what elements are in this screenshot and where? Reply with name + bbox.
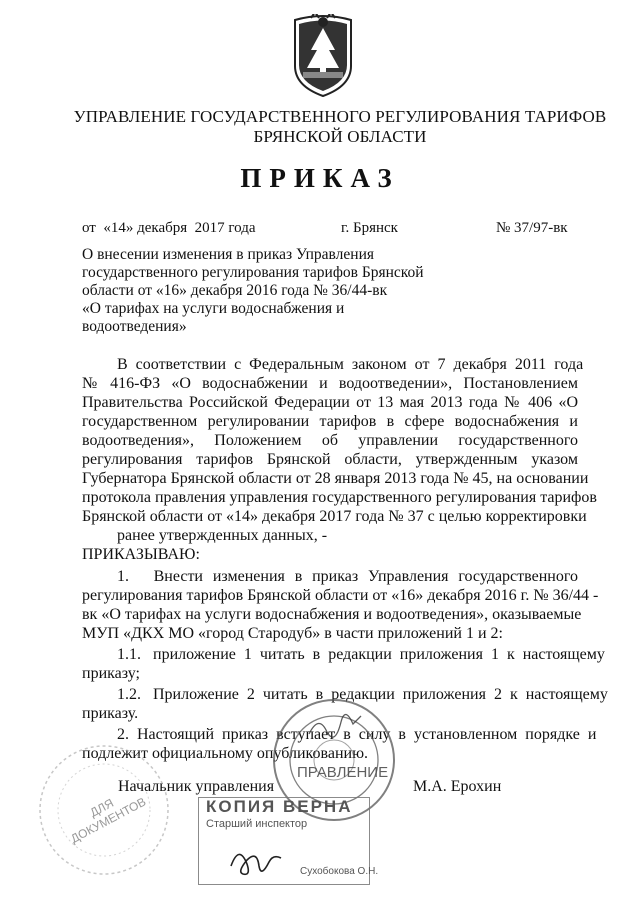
round-stamp-label: ПРАВЛЕНИЕ — [297, 764, 389, 781]
item-1-line: вк «О тарифах на услуги водоснабжения и водоотведения», оказываемые — [82, 606, 582, 623]
preamble-line: Губернатора Брянской области от 28 января 2013 года № 45, на основании — [82, 470, 589, 487]
preamble-line: № 416-ФЗ «О водоснабжении и водоотведении», Постановлением — [82, 375, 578, 392]
item-1-line: регулирования тарифов Брянской области от «16» декабря 2016 г. № 36/44 - — [82, 587, 599, 604]
preamble-line: В соответствии с Федеральным законом от 7 декабря 2011 года — [117, 356, 584, 373]
preamble-line: водоотведения», Положением об управлении государственного — [82, 432, 578, 449]
item-2-line: подлежит официальному опубликованию. — [82, 745, 369, 762]
preamble-line: государственном регулировании тарифов в сфере водоснабжения и — [82, 413, 578, 430]
preamble-line: регулирования тарифов Брянской области, утвержденным указом — [82, 451, 578, 468]
document-title: ПРИКАЗ — [240, 163, 400, 193]
subject-line: водоотведения» — [82, 318, 187, 335]
preamble-line: Брянской области от «14» декабря 2017 года № 37 с целью корректировки — [82, 508, 587, 525]
coat-of-arms-emblem — [289, 14, 357, 98]
item-1-line: 1. Внести изменения в приказ Управления государственного — [117, 568, 578, 585]
faint-stamp-label: ДЛЯ ДОКУМЕНТОВ — [68, 794, 149, 846]
item-2-line: 2. Настоящий приказ вступает в силу в установленном порядке и — [117, 726, 597, 743]
item-1-1-line: 1.1. приложение 1 читать в редакции приложения 1 к настоящему — [117, 646, 605, 663]
copy-true-stamp-role: Старший инспектор — [206, 818, 308, 830]
item-1-2-line: 1.2. Приложение 2 читать в редакции приложения 2 к настоящему — [117, 686, 608, 703]
preamble-line: протокола правления управления государственного регулирования тарифов — [82, 489, 597, 506]
org-name-line2: БРЯНСКОЙ ОБЛАСТИ — [253, 127, 427, 146]
copy-true-stamp-title: КОПИЯ ВЕРНА — [206, 797, 353, 816]
handwritten-signature — [225, 836, 285, 886]
order-city: г. Брянск — [341, 220, 398, 236]
signatory-name: М.А. Ерохин — [413, 778, 502, 795]
item-1-1-line: приказу; — [82, 665, 140, 682]
subject-line: «О тарифах на услуги водоснабжения и — [82, 300, 345, 317]
order-word: ПРИКАЗЫВАЮ: — [82, 546, 200, 563]
org-name-line1: УПРАВЛЕНИЕ ГОСУДАРСТВЕННОГО РЕГУЛИРОВАНИЯ ТАРИФОВ — [73, 107, 607, 126]
item-1-2-line: приказу. — [82, 705, 139, 722]
copy-true-stamp-name: Сухобокова О.Н. — [300, 866, 379, 877]
subject-line: О внесении изменения в приказ Управления — [82, 246, 375, 263]
director-signature — [305, 694, 365, 754]
subject-line: государственного регулирования тарифов Брянской — [82, 264, 424, 281]
order-number: № 37/97-вк — [496, 220, 568, 236]
signatory-position: Начальник управления — [118, 778, 275, 795]
item-1-line: МУП «ДКХ МО «город Стародуб» в части приложений 1 и 2: — [82, 625, 503, 642]
preamble-line: ранее утвержденных данных, - — [117, 527, 328, 544]
preamble-line: Правительства Российской Федерации от 13 мая 2013 года № 406 «О — [82, 394, 578, 411]
order-date: от «14» декабря 2017 года — [82, 220, 256, 236]
subject-line: области от «16» декабря 2016 года № 36/44-вк — [82, 282, 388, 299]
